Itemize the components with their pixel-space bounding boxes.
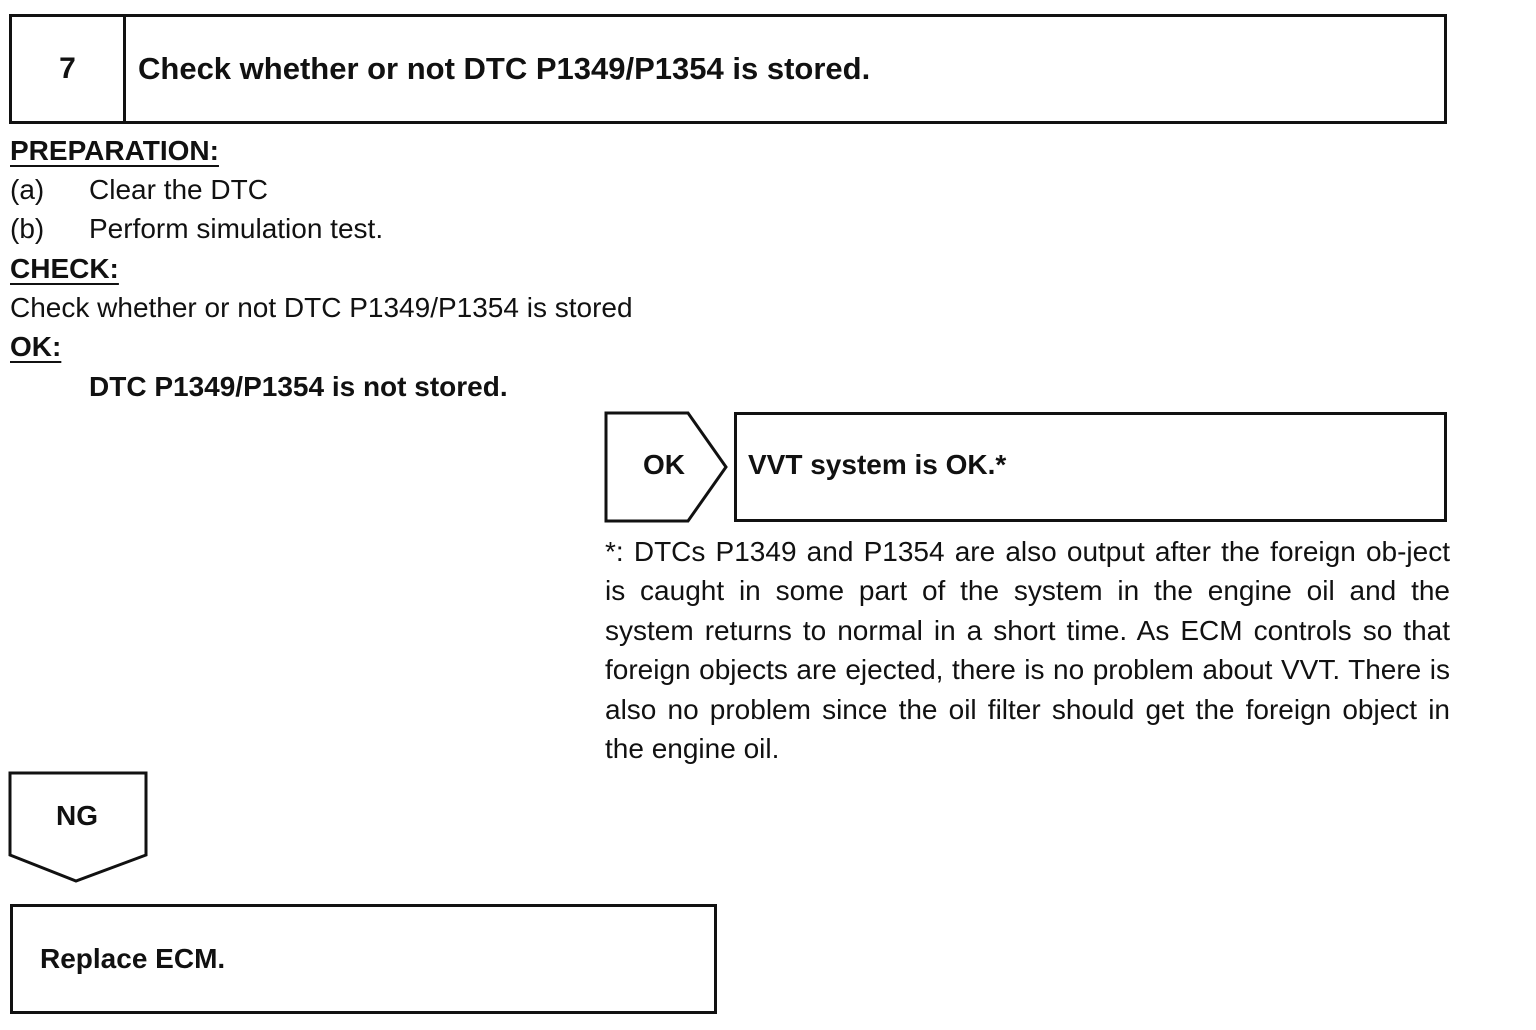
ok-footnote: *: DTCs P1349 and P1354 are also output after the foreign ob-ject is caught in some part of the system in the engine oil and the system returns to normal in a short time. As ECM controls so that foreign objects are ejected, there is no problem about VVT. There is also no problem since the oil filter should get the foreign object in the engine oil. xyxy=(605,536,1450,765)
ok-result-text: VVT system is OK.* xyxy=(748,449,1007,480)
ng-result-text: Replace ECM. xyxy=(40,943,226,974)
ok-criterion-text: DTC P1349/P1354 is not stored. xyxy=(89,371,508,402)
ok-branch-label: OK xyxy=(643,449,685,480)
step-header-box xyxy=(9,14,1447,124)
prep-item-b-marker: (b) xyxy=(10,213,45,244)
check-heading: CHECK: xyxy=(10,253,119,284)
prep-item-a-text: Clear the DTC xyxy=(89,174,268,205)
step-title: Check whether or not DTC P1349/P1354 is stored. xyxy=(138,51,871,86)
prep-item-b-text: Perform simulation test. xyxy=(89,213,384,244)
ng-branch-label: NG xyxy=(56,800,98,831)
check-text: Check whether or not DTC P1349/P1354 is stored xyxy=(10,292,633,323)
prep-item-a-marker: (a) xyxy=(10,174,45,205)
step-number: 7 xyxy=(12,17,126,121)
preparation-heading: PREPARATION: xyxy=(10,135,219,166)
ok-heading: OK: xyxy=(10,331,62,362)
